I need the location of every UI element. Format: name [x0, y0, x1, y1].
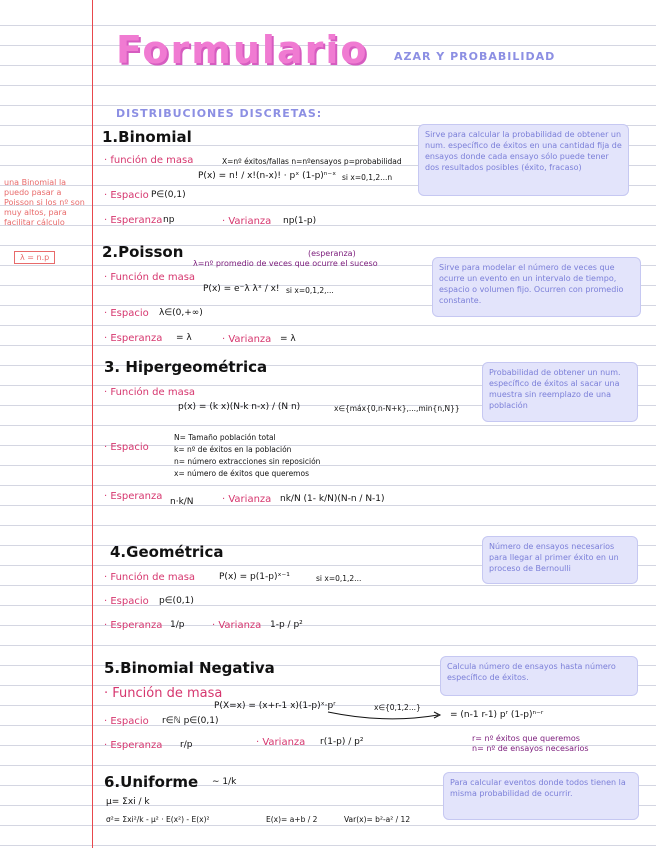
- geom-var-label: · Varianza: [212, 620, 262, 631]
- uniform-var: Var(x)= b²-a² / 12: [344, 815, 411, 824]
- poisson-title: 2.Poisson: [102, 243, 184, 261]
- negbin-arrow: [326, 708, 446, 722]
- uniform-mu: μ= Σxi / k: [106, 797, 150, 807]
- section-heading: DISTRIBUCIONES DISCRETAS:: [116, 107, 323, 120]
- hiper-space-line: n= número extracciones sin reposición: [174, 457, 321, 466]
- poisson-mass-formula: P(x) = e⁻λ λˣ / x!: [203, 284, 280, 294]
- side-note: una Binomial la puedo pasar a Poisson si los nº son muy altos, para facilitar cálculo: [4, 178, 85, 227]
- binomial-expect-value: np: [163, 215, 175, 225]
- negbin-var-label: · Varianza: [256, 737, 306, 748]
- binomial-title: 1.Binomial: [102, 128, 192, 146]
- poisson-var-value: = λ: [280, 334, 296, 344]
- negbin-mass-label: · Función de masa: [104, 686, 223, 701]
- hiper-mass-formula: p(x) = (k x)(N-k n-x) / (N n): [178, 402, 301, 412]
- poisson-space-label: · Espacio: [104, 308, 149, 319]
- uniform-ex: E(x)= a+b / 2: [266, 815, 318, 824]
- geom-mass-domain: si x=0,1,2...: [316, 574, 362, 583]
- binomial-mass-label: · función de masa: [104, 155, 194, 166]
- negbin-alt-formula: = (n-1 r-1) pʳ (1-p)ⁿ⁻ʳ: [450, 710, 544, 720]
- hiper-mass-label: · Función de masa: [104, 387, 196, 398]
- hiper-note: Probabilidad de obtener un num. específico de éxitos al sacar una muestra sin reemplazo de una población: [482, 362, 638, 422]
- geom-title: 4.Geométrica: [110, 543, 224, 561]
- binomial-mass-vars: X=nº éxitos/fallas n=nºensayos p=probabilidad: [222, 157, 402, 166]
- side-formula: λ = n.p: [14, 251, 55, 264]
- negbin-note: Calcula número de ensayos hasta número específico de éxitos.: [440, 656, 638, 696]
- negbin-var-value: r(1-p) / p²: [320, 737, 364, 747]
- geom-var-value: 1-p / p²: [270, 620, 303, 630]
- uniform-symbol: ∼ 1/k: [212, 777, 237, 787]
- uniform-sigma: σ²= Σxi²/k - μ² · E(x²) - E(x)²: [106, 815, 210, 824]
- hiper-space-line: x= número de éxitos que queremos: [174, 469, 309, 478]
- negbin-mass-domain: x∈{0,1,2...}: [374, 703, 421, 712]
- negbin-space-label: · Espacio: [104, 716, 149, 727]
- negbin-expect-label: · Esperanza: [104, 740, 163, 751]
- negbin-title: 5.Binomial Negativa: [104, 659, 275, 677]
- poisson-note: Sirve para modelar el número de veces que ocurre un evento en un intervalo de tiempo, espacio o volumen fijo. Ocurren con promedio constante.: [432, 257, 641, 317]
- margin-line: [92, 0, 93, 848]
- binomial-var-value: np(1-p): [283, 216, 317, 226]
- poisson-space-value: λ∈(0,+∞): [159, 308, 203, 318]
- negbin-space-value: r∈ℕ p∈(0,1): [162, 716, 219, 726]
- binomial-note: Sirve para calcular la probabilidad de obtener un num. específico de éxitos en una cantidad fija de ensayos donde cada ensayo sólo puede tener dos resultados posibles (éxito, fracaso): [418, 124, 629, 196]
- hiper-title: 3. Hipergeométrica: [104, 358, 268, 376]
- negbin-n-def: n= nº de ensayos necesarios: [472, 744, 589, 753]
- binomial-space-label: · Espacio: [104, 190, 149, 201]
- negbin-r-def: r= nº éxitos que queremos: [472, 734, 580, 743]
- page-subtitle: AZAR Y PROBABILIDAD: [394, 50, 556, 63]
- poisson-mass-label: · Función de masa: [104, 272, 196, 283]
- poisson-expect-label: · Esperanza: [104, 333, 163, 344]
- poisson-lambda-def: λ=nº promedio de veces que ocurre el suceso: [193, 259, 378, 268]
- hiper-space-line: k= nº de éxitos en la población: [174, 445, 292, 454]
- hiper-var-value: nk/N (1- k/N)(N-n / N-1): [280, 494, 385, 504]
- uniform-note: Para calcular eventos donde todos tienen la misma probabilidad de ocurrir.: [443, 772, 639, 820]
- geom-note: Número de ensayos necesarios para llegar al primer éxito en un proceso de Bernoulli: [482, 536, 638, 584]
- hiper-space-line: N= Tamaño población total: [174, 433, 276, 442]
- hiper-var-label: · Varianza: [222, 494, 272, 505]
- binomial-space-value: P∈(0,1): [151, 190, 186, 200]
- geom-space-label: · Espacio: [104, 596, 149, 607]
- poisson-mass-domain: si x=0,1,2,...: [286, 286, 334, 295]
- page-title: Formulario: [116, 28, 369, 72]
- binomial-var-label: · Varianza: [222, 216, 272, 227]
- binomial-mass-domain: si x=0,1,2...n: [342, 173, 393, 182]
- geom-expect-value: 1/p: [170, 620, 185, 630]
- binomial-mass-formula: P(x) = n! / x!(n-x)! · pˣ (1-p)ⁿ⁻ˣ: [198, 171, 337, 181]
- geom-expect-label: · Esperanza: [104, 620, 163, 631]
- geom-mass-formula: P(x) = p(1-p)ˣ⁻¹: [219, 572, 290, 582]
- poisson-var-label: · Varianza: [222, 334, 272, 345]
- hiper-space-label: · Espacio: [104, 442, 149, 453]
- binomial-expect-label: · Esperanza: [104, 215, 163, 226]
- geom-space-value: p∈(0,1): [159, 596, 194, 606]
- negbin-mass-formula: P(X=x) = (x+r-1 x)(1-p)ˣ·pʳ: [214, 701, 336, 711]
- poisson-expect-value: = λ: [176, 333, 192, 343]
- poisson-extra: (esperanza): [308, 249, 356, 258]
- geom-mass-label: · Función de masa: [104, 572, 196, 583]
- hiper-expect-value: n·k/N: [170, 497, 194, 507]
- uniform-title: 6.Uniforme: [104, 773, 199, 791]
- negbin-expect-value: r/p: [180, 740, 193, 750]
- hiper-mass-domain: x∈{máx{0,n-N+k},...,min{n,N}}: [334, 404, 460, 413]
- hiper-expect-label: · Esperanza: [104, 491, 163, 502]
